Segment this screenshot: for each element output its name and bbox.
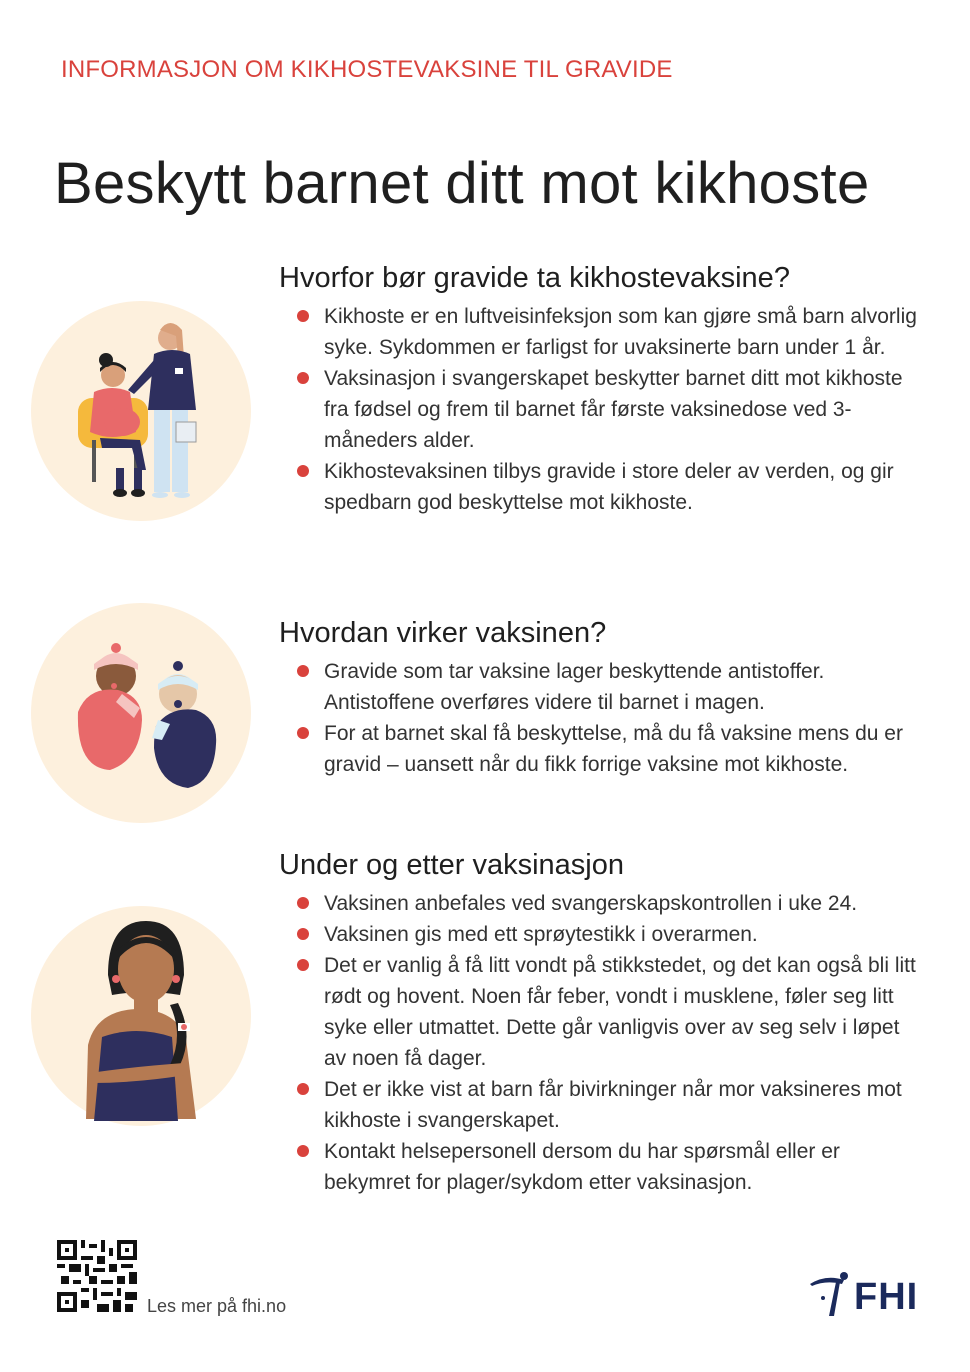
list-item-text: Det er vanlig å få litt vondt på stikkstedet, og det kan også bli litt rødt og hovent. Noen får feber, vondt i musklene, føler seg litt syke eller utmattet. Dette går vanligvis over av seg selv i løpet av noen få dager. [324, 954, 916, 1070]
bullet-icon [297, 928, 309, 940]
bullet-icon [297, 465, 309, 477]
bullet-icon [297, 665, 309, 677]
list-item-text: Gravide som tar vaksine lager beskyttende antistoffer. Antistoffene overføres videre til barnet i magen. [324, 660, 825, 714]
list-item [279, 363, 919, 456]
bullet-icon [297, 959, 309, 971]
bullet-icon [297, 372, 309, 384]
page-title: Beskytt barnet ditt mot kikhoste [54, 151, 870, 216]
list-item-text: Vaksinasjon i svangerskapet beskytter barnet ditt mot kikhoste fra fødsel og frem til barnet får første vaksinedose ved 3-måneders alder. [324, 367, 903, 452]
bullet-icon [297, 897, 309, 909]
list-item-text: Kikhoste er en luftveisinfeksjon som kan gjøre små barn alvorlig syke. Sykdommen er farligst for uvaksinerte barn under 1 år. [324, 305, 917, 359]
fhi-logo-text: FHI [854, 1276, 919, 1318]
list-item-text: Det er ikke vist at barn får bivirkninger når mor vaksineres mot kikhoste i svangerskapet. [324, 1078, 902, 1132]
section-during-after [279, 849, 919, 1198]
bullet-icon [297, 310, 309, 322]
bullet-list [279, 888, 919, 1198]
bullet-icon [297, 727, 309, 739]
list-item-text: Vaksinen anbefales ved svangerskapskontrollen i uke 24. [324, 892, 858, 915]
list-item [279, 1074, 919, 1136]
list-item [279, 656, 919, 718]
list-item [279, 919, 919, 950]
read-more-link[interactable]: Les mer på fhi.no [147, 1296, 287, 1316]
list-item [279, 888, 919, 919]
bullet-icon [297, 1145, 309, 1157]
list-item-text: For at barnet skal få beskyttelse, må du få vaksine mens du er gravid – uansett når du fikk forrige vaksine mot kikhoste. [324, 722, 903, 776]
section-heading: Hvorfor bør gravide ta kikhostevaksine? [279, 262, 790, 294]
list-item [279, 718, 919, 780]
pregnant-woman-with-nurse-illustration [30, 300, 252, 522]
qr-code-icon[interactable] [57, 1240, 137, 1312]
section-why [279, 262, 919, 518]
list-item [279, 950, 919, 1074]
two-swaddled-babies-illustration [30, 602, 252, 824]
list-item [279, 1136, 919, 1198]
section-heading: Hvordan virker vaksinen? [279, 617, 607, 649]
section-heading: Under og etter vaksinasjon [279, 849, 624, 881]
header-kicker: INFORMASJON OM KIKHOSTEVAKSINE TIL GRAVIDE [61, 56, 673, 83]
list-item-text: Kontakt helsepersonell dersom du har spørsmål eller er bekymret for plager/sykdom etter vaksinasjon. [324, 1140, 840, 1194]
section-how [279, 617, 919, 780]
list-item [279, 456, 919, 518]
bullet-list [279, 656, 919, 780]
bullet-list [279, 301, 919, 518]
pregnant-woman-illustration [30, 905, 252, 1127]
bullet-icon [297, 1083, 309, 1095]
list-item [279, 301, 919, 363]
list-item-text: Kikhostevaksinen tilbys gravide i store deler av verden, og gir spedbarn god beskyttelse mot kikhoste. [324, 460, 894, 514]
list-item-text: Vaksinen gis med ett sprøytestikk i overarmen. [324, 923, 758, 946]
